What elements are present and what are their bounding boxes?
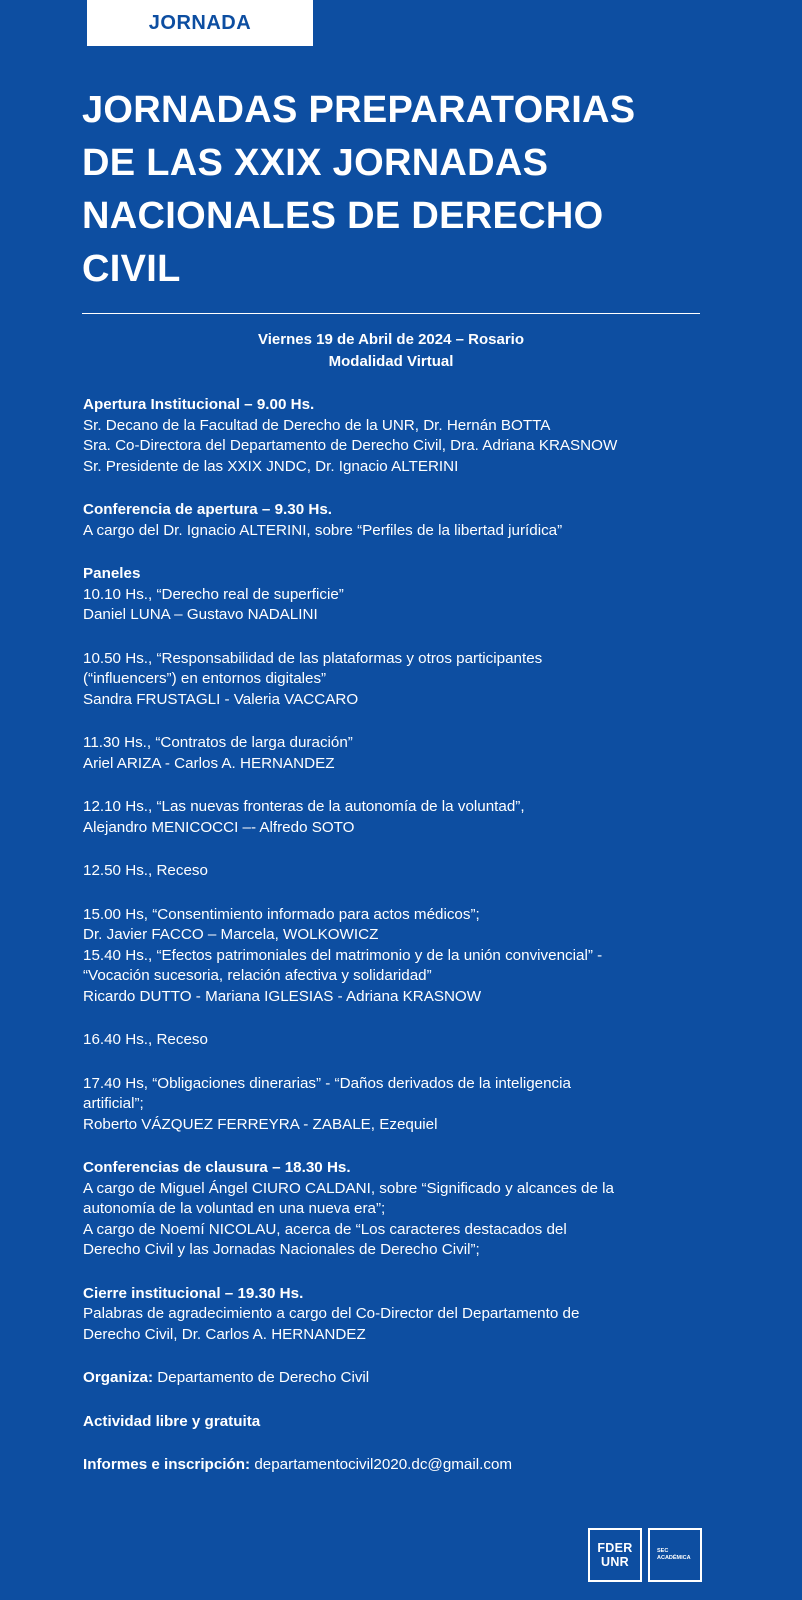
program-line: Sra. Co-Directora del Departamento de Derecho Civil, Dra. Adriana KRASNOW: [83, 437, 618, 454]
section-heading: Cierre institucional – 19.30 Hs.: [83, 1284, 304, 1302]
program-line: Alejandro MENICOCCI –- Alfredo SOTO: [83, 818, 355, 836]
program-line: Sr. Decano de la Facultad de Derecho de la UNR, Dr. Hernán BOTTA: [83, 416, 551, 434]
program-line: 10.10 Hs., “Derecho real de superficie”: [83, 585, 344, 603]
logos: [588, 1528, 702, 1582]
title-line: DE LAS XXIX JORNADAS: [82, 142, 549, 184]
informes-label: Informes e inscripción:: [83, 1456, 251, 1473]
program-line: A cargo de Noemí NICOLAU, acerca de “Los caracteres destacados del: [83, 1220, 567, 1238]
section-heading: Apertura Institucional – 9.00 Hs.: [83, 396, 315, 413]
program-line: 15.40 Hs., “Efectos patrimoniales del matrimonio y de la unión convivencial” -: [83, 946, 603, 964]
program-line: “Vocación sucesoria, relación afectiva y solidaridad”: [83, 967, 432, 984]
program-line: 12.10 Hs., “Las nuevas fronteras de la autonomía de la voluntad”,: [83, 798, 525, 815]
program-line: 16.40 Hs., Receso: [83, 1031, 208, 1048]
program-line: 11.30 Hs., “Contratos de larga duración”: [83, 734, 353, 751]
page-title: [82, 84, 762, 296]
sec-academica-logo: SEC ACADÉMICA: [648, 1528, 702, 1582]
title-line: CIVIL: [82, 248, 181, 290]
program-line: Ariel ARIZA - Carlos A. HERNANDEZ: [83, 754, 335, 772]
program-line: 17.40 Hs, “Obligaciones dinerarias” - “Daños derivados de la inteligencia: [83, 1074, 571, 1092]
program-line: Sr. Presidente de las XXIX JNDC, Dr. Ignacio ALTERINI: [83, 457, 459, 475]
program-line: Ricardo DUTTO - Mariana IGLESIAS - Adriana KRASNOW: [83, 987, 482, 1005]
actividad-note: Actividad libre y gratuita: [83, 1412, 261, 1430]
program-line: autonomía de la voluntad en una nueva era”;: [83, 1200, 386, 1217]
program-line: A cargo del Dr. Ignacio ALTERINI, sobre “Perfiles de la libertad jurídica”: [83, 521, 563, 539]
program-line: Roberto VÁZQUEZ FERREYRA - ZABALE, Ezequiel: [83, 1115, 438, 1133]
fder-unr-logo: FDER UNR: [588, 1528, 642, 1582]
program-line: artificial”;: [83, 1095, 144, 1112]
contact-email-link[interactable]: departamentocivil2020.dc@gmail.com: [254, 1456, 513, 1473]
title-line: JORNADAS PREPARATORIAS: [82, 89, 636, 131]
program-line: Daniel LUNA – Gustavo NADALINI: [83, 606, 318, 623]
program-line: A cargo de Miguel Ángel CIURO CALDANI, sobre “Significado y alcances de la: [83, 1179, 614, 1197]
informes-line: [83, 1455, 723, 1476]
program-line: 10.50 Hs., “Responsabilidad de las plataformas y otros participantes: [83, 649, 543, 667]
program-line: Palabras de agradecimiento a cargo del Co-Director del Departamento de: [83, 1305, 580, 1322]
program-line: Dr. Javier FACCO – Marcela, WOLKOWICZ: [83, 926, 379, 943]
organiza-value: Departamento de Derecho Civil: [157, 1369, 370, 1386]
program-line: Sandra FRUSTAGLI - Valeria VACCARO: [83, 690, 359, 708]
event-date: Viernes 19 de Abril de 2024 – Rosario: [258, 331, 524, 348]
program-line: Derecho Civil y las Jornadas Nacionales de Derecho Civil”;: [83, 1241, 480, 1258]
section-heading: Conferencia de apertura – 9.30 Hs.: [83, 501, 333, 518]
event-modality: Modalidad Virtual: [328, 353, 454, 370]
program-line: (“influencers”) en entornos digitales”: [83, 670, 327, 687]
organiza-label: Organiza:: [83, 1369, 154, 1386]
program-line: Derecho Civil, Dr. Carlos A. HERNANDEZ: [83, 1325, 366, 1343]
event-date-block: [82, 329, 700, 373]
program-line: 15.00 Hs, “Consentimiento informado para actos médicos”;: [83, 905, 480, 923]
section-heading: Conferencias de clausura – 18.30 Hs.: [83, 1159, 351, 1176]
title-line: NACIONALES DE DERECHO: [82, 195, 604, 237]
divider: [82, 313, 700, 314]
program-line: 12.50 Hs., Receso: [83, 862, 208, 879]
section-heading: Paneles: [83, 565, 141, 582]
program: [83, 395, 723, 1476]
organiza-line: [83, 1368, 723, 1389]
section-tag: JORNADA: [87, 0, 313, 46]
